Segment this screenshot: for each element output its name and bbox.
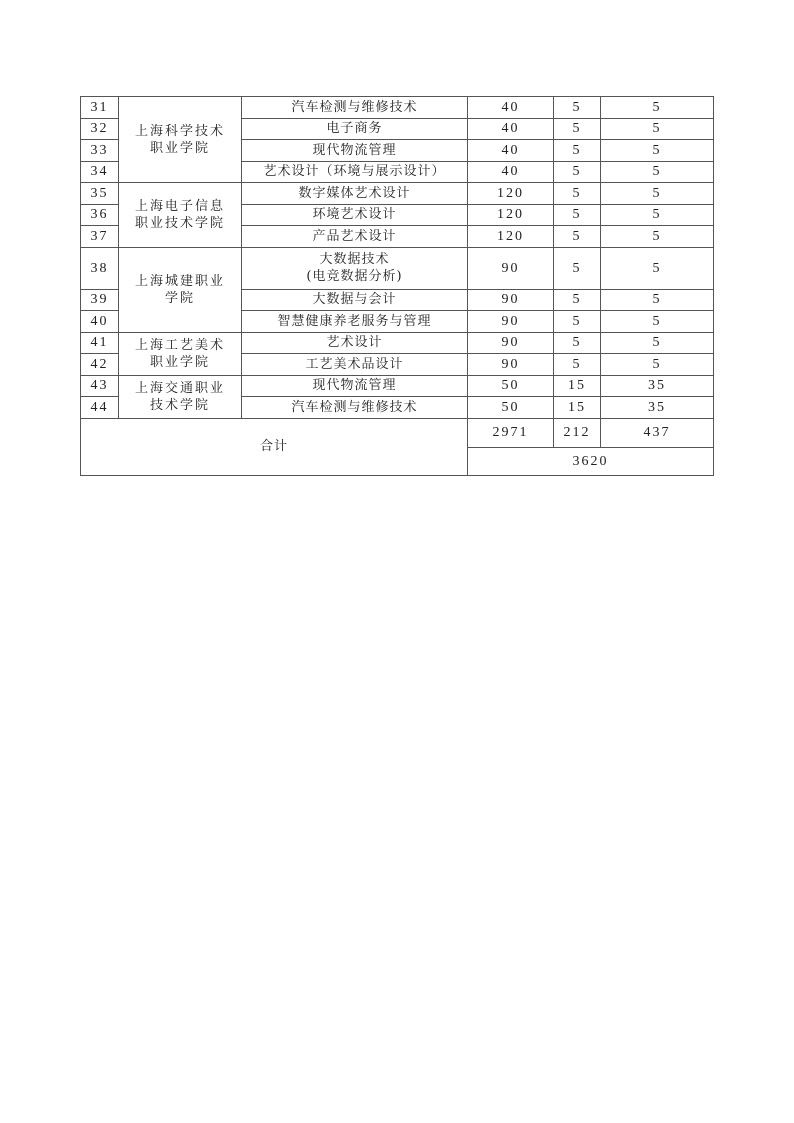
quota-c: 5 — [601, 204, 714, 226]
row-number: 33 — [81, 140, 119, 162]
quota-b: 5 — [554, 204, 601, 226]
quota-c: 5 — [601, 161, 714, 183]
major-name: 大数据与会计 — [242, 289, 468, 311]
enrollment-table — [80, 96, 714, 476]
quota-c: 5 — [601, 354, 714, 376]
quota-c: 35 — [601, 375, 714, 397]
quota-b: 5 — [554, 226, 601, 248]
major-name: 艺术设计 — [242, 332, 468, 354]
total-b: 212 — [554, 418, 601, 447]
major-name: 数字媒体艺术设计 — [242, 183, 468, 205]
major-name: 艺术设计（环境与展示设计） — [242, 161, 468, 183]
quota-a: 90 — [468, 354, 554, 376]
quota-b: 5 — [554, 97, 601, 119]
quota-a: 90 — [468, 332, 554, 354]
quota-a: 120 — [468, 183, 554, 205]
quota-b: 5 — [554, 183, 601, 205]
table-row — [81, 97, 714, 119]
major-name: 智慧健康养老服务与管理 — [242, 311, 468, 333]
row-number: 31 — [81, 97, 119, 119]
row-number: 35 — [81, 183, 119, 205]
quota-b: 15 — [554, 375, 601, 397]
quota-a: 90 — [468, 247, 554, 289]
quota-b: 15 — [554, 397, 601, 419]
quota-b: 5 — [554, 118, 601, 140]
row-number: 41 — [81, 332, 119, 354]
table-row — [81, 332, 714, 354]
quota-c: 5 — [601, 140, 714, 162]
major-name: 工艺美术品设计 — [242, 354, 468, 376]
school-name: 上海交通职业 技术学院 — [119, 375, 242, 418]
quota-c: 5 — [601, 247, 714, 289]
row-number: 37 — [81, 226, 119, 248]
total-c: 437 — [601, 418, 714, 447]
major-name: 汽车检测与维修技术 — [242, 97, 468, 119]
row-number: 36 — [81, 204, 119, 226]
row-number: 40 — [81, 311, 119, 333]
row-number: 39 — [81, 289, 119, 311]
quota-b: 5 — [554, 247, 601, 289]
quota-c: 5 — [601, 332, 714, 354]
quota-b: 5 — [554, 289, 601, 311]
row-number: 42 — [81, 354, 119, 376]
table-row — [81, 183, 714, 205]
quota-a: 90 — [468, 311, 554, 333]
major-name: 汽车检测与维修技术 — [242, 397, 468, 419]
quota-b: 5 — [554, 332, 601, 354]
total-row — [81, 418, 714, 447]
quota-c: 5 — [601, 118, 714, 140]
major-name: 环境艺术设计 — [242, 204, 468, 226]
row-number: 32 — [81, 118, 119, 140]
school-name: 上海工艺美术 职业学院 — [119, 332, 242, 375]
quota-b: 5 — [554, 354, 601, 376]
major-name: 大数据技术 (电竞数据分析) — [242, 247, 468, 289]
major-name: 现代物流管理 — [242, 140, 468, 162]
quota-a: 90 — [468, 289, 554, 311]
row-number: 43 — [81, 375, 119, 397]
quota-a: 40 — [468, 161, 554, 183]
total-a: 2971 — [468, 418, 554, 447]
total-label: 合计 — [81, 418, 468, 475]
table-row — [81, 375, 714, 397]
quota-b: 5 — [554, 161, 601, 183]
major-name: 产品艺术设计 — [242, 226, 468, 248]
quota-c: 35 — [601, 397, 714, 419]
major-name: 电子商务 — [242, 118, 468, 140]
quota-c: 5 — [601, 226, 714, 248]
quota-a: 50 — [468, 375, 554, 397]
quota-a: 120 — [468, 226, 554, 248]
quota-b: 5 — [554, 140, 601, 162]
school-name: 上海电子信息 职业技术学院 — [119, 183, 242, 248]
quota-a: 40 — [468, 140, 554, 162]
quota-c: 5 — [601, 289, 714, 311]
quota-c: 5 — [601, 183, 714, 205]
row-number: 44 — [81, 397, 119, 419]
major-name: 现代物流管理 — [242, 375, 468, 397]
row-number: 38 — [81, 247, 119, 289]
table-row — [81, 247, 714, 289]
quota-b: 5 — [554, 311, 601, 333]
quota-a: 40 — [468, 97, 554, 119]
school-name: 上海科学技术 职业学院 — [119, 97, 242, 183]
quota-c: 5 — [601, 97, 714, 119]
quota-c: 5 — [601, 311, 714, 333]
quota-a: 50 — [468, 397, 554, 419]
grand-total: 3620 — [468, 447, 714, 475]
quota-a: 40 — [468, 118, 554, 140]
quota-a: 120 — [468, 204, 554, 226]
school-name: 上海城建职业 学院 — [119, 247, 242, 332]
row-number: 34 — [81, 161, 119, 183]
